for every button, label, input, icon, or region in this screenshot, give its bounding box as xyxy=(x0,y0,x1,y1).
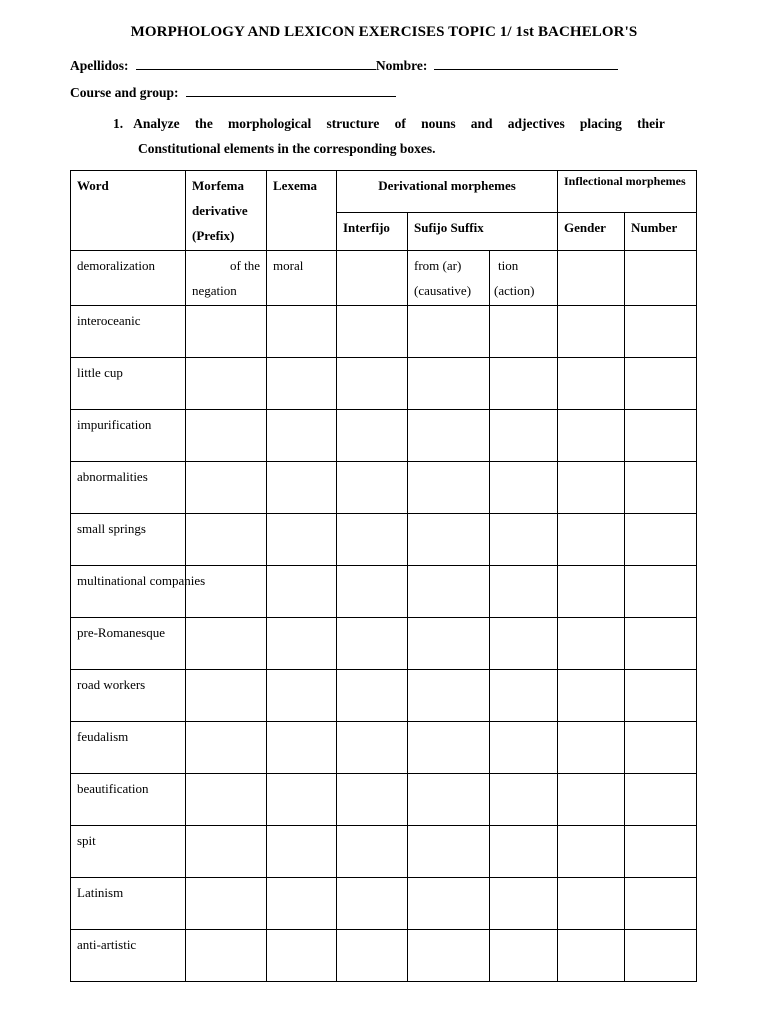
surname-label: Apellidos: xyxy=(70,58,129,73)
table-row xyxy=(71,462,697,514)
interfix-cell[interactable] xyxy=(337,826,408,878)
number-cell[interactable] xyxy=(625,722,697,774)
number-cell[interactable] xyxy=(625,566,697,618)
example-lexeme[interactable]: moral xyxy=(267,251,337,306)
table-row-example xyxy=(71,251,697,306)
suffix-1-cell[interactable] xyxy=(408,774,490,826)
lexeme-cell[interactable] xyxy=(267,618,337,670)
suffix-1-cell[interactable] xyxy=(408,878,490,930)
suffix-2-cell[interactable] xyxy=(490,930,558,982)
word-cell: spit xyxy=(71,826,186,878)
table-row xyxy=(71,930,697,982)
lexeme-cell[interactable] xyxy=(267,410,337,462)
lexeme-cell[interactable] xyxy=(267,670,337,722)
example-interfix[interactable] xyxy=(337,251,408,306)
number-cell[interactable] xyxy=(625,410,697,462)
gender-cell[interactable] xyxy=(558,462,625,514)
table-row xyxy=(71,774,697,826)
suffix-1-cell[interactable] xyxy=(408,566,490,618)
suffix-1-cell[interactable] xyxy=(408,462,490,514)
number-cell[interactable] xyxy=(625,306,697,358)
table-row xyxy=(71,618,697,670)
lexeme-cell[interactable] xyxy=(267,878,337,930)
surname-blank[interactable] xyxy=(136,58,376,70)
suffix-2-cell[interactable] xyxy=(490,566,558,618)
instruction-word: morphological xyxy=(228,116,312,131)
lexeme-cell[interactable] xyxy=(267,722,337,774)
prefix-cell[interactable] xyxy=(186,358,267,410)
lexeme-cell[interactable] xyxy=(267,306,337,358)
table-row xyxy=(71,670,697,722)
suffix-2-cell[interactable] xyxy=(490,618,558,670)
word-cell: impurification xyxy=(71,410,186,462)
table-row xyxy=(71,722,697,774)
morphology-table xyxy=(70,170,697,982)
instruction-word: of xyxy=(394,116,406,131)
interfix-cell[interactable] xyxy=(337,618,408,670)
suffix-1-cell[interactable] xyxy=(408,306,490,358)
header-interfix: Interfijo xyxy=(337,213,408,251)
header-prefix-l1: Morfema xyxy=(192,178,244,193)
prefix-cell[interactable] xyxy=(186,306,267,358)
number-cell[interactable] xyxy=(625,514,697,566)
suffix-2-cell[interactable] xyxy=(490,670,558,722)
word-cell: anti-artistic xyxy=(71,930,186,982)
header-gender: Gender xyxy=(558,213,625,251)
gender-cell[interactable] xyxy=(558,514,625,566)
gender-cell[interactable] xyxy=(558,306,625,358)
instruction-word: Analyze xyxy=(133,116,180,131)
interfix-cell[interactable] xyxy=(337,930,408,982)
lexeme-cell[interactable] xyxy=(267,514,337,566)
interfix-cell[interactable] xyxy=(337,722,408,774)
table-row xyxy=(71,514,697,566)
suffix-1-cell[interactable] xyxy=(408,410,490,462)
interfix-cell[interactable] xyxy=(337,462,408,514)
instruction xyxy=(113,111,665,161)
header-derivational: Derivational morphemes xyxy=(337,171,558,213)
gender-cell[interactable] xyxy=(558,826,625,878)
prefix-cell[interactable] xyxy=(186,462,267,514)
prefix-cell[interactable] xyxy=(186,514,267,566)
number-cell[interactable] xyxy=(625,670,697,722)
number-cell[interactable] xyxy=(625,878,697,930)
name-blank[interactable] xyxy=(434,58,618,70)
table-row xyxy=(71,566,697,618)
word-cell: interoceanic xyxy=(71,306,186,358)
lexeme-cell[interactable] xyxy=(267,774,337,826)
suffix-1-cell[interactable] xyxy=(408,358,490,410)
interfix-cell[interactable] xyxy=(337,566,408,618)
lexeme-cell[interactable] xyxy=(267,358,337,410)
suffix-1-cell[interactable] xyxy=(408,722,490,774)
lexeme-cell[interactable] xyxy=(267,462,337,514)
number-cell[interactable] xyxy=(625,930,697,982)
gender-cell[interactable] xyxy=(558,930,625,982)
instruction-word: nouns xyxy=(421,116,456,131)
lexeme-cell[interactable] xyxy=(267,826,337,878)
instruction-word: structure xyxy=(326,116,380,131)
header-number: Number xyxy=(625,213,697,251)
number-cell[interactable] xyxy=(625,618,697,670)
suffix-2-cell[interactable] xyxy=(490,878,558,930)
prefix-cell[interactable] xyxy=(186,826,267,878)
course-label: Course and group: xyxy=(70,85,179,100)
interfix-cell[interactable] xyxy=(337,514,408,566)
interfix-cell[interactable] xyxy=(337,774,408,826)
gender-cell[interactable] xyxy=(558,722,625,774)
header-lexeme: Lexema xyxy=(267,171,337,251)
gender-cell[interactable] xyxy=(558,566,625,618)
interfix-cell[interactable] xyxy=(337,358,408,410)
instruction-word: placing xyxy=(579,116,622,131)
number-cell[interactable] xyxy=(625,826,697,878)
page-title: MORPHOLOGY AND LEXICON EXERCISES TOPIC 1/ 1st BACHELOR'S xyxy=(130,24,638,40)
example-suffix-1-l1: from (ar) xyxy=(414,258,462,273)
suffix-2-cell[interactable] xyxy=(490,774,558,826)
instruction-word: their xyxy=(637,116,665,131)
table-row xyxy=(71,358,697,410)
suffix-2-cell[interactable] xyxy=(490,462,558,514)
prefix-cell[interactable] xyxy=(186,774,267,826)
surname-name-line xyxy=(70,58,618,74)
example-prefix-l1: of the xyxy=(230,258,260,273)
example-word: demoralization xyxy=(71,251,186,306)
example-prefix[interactable] xyxy=(186,251,267,306)
instruction-number: 1. xyxy=(113,116,124,131)
instruction-word: the xyxy=(194,116,213,131)
word-cell: feudalism xyxy=(71,722,186,774)
word-cell: multinational companies xyxy=(71,566,186,618)
suffix-2-cell[interactable] xyxy=(490,826,558,878)
instruction-text-1 xyxy=(133,111,665,136)
example-suffix-2-l1: tion xyxy=(498,258,519,273)
table-row xyxy=(71,826,697,878)
number-cell[interactable] xyxy=(625,462,697,514)
suffix-1-cell[interactable] xyxy=(408,514,490,566)
word-cell: road workers xyxy=(71,670,186,722)
suffix-1-cell[interactable] xyxy=(408,826,490,878)
word-cell: beautification xyxy=(71,774,186,826)
word-cell: pre-Romanesque xyxy=(71,618,186,670)
example-prefix-l2: negation xyxy=(192,283,237,298)
suffix-2-cell[interactable] xyxy=(490,514,558,566)
header-prefix-l3: (Prefix) xyxy=(192,228,235,243)
example-suffix-2-l2: (action) xyxy=(494,283,535,298)
example-suffix-1-l2: (causative) xyxy=(414,283,472,298)
prefix-cell[interactable] xyxy=(186,410,267,462)
prefix-cell[interactable] xyxy=(186,618,267,670)
table-row xyxy=(71,410,697,462)
interfix-cell[interactable] xyxy=(337,878,408,930)
instruction-word: and xyxy=(470,116,493,131)
header-prefix xyxy=(186,171,267,251)
example-suffix-2[interactable] xyxy=(490,251,558,306)
suffix-2-cell[interactable] xyxy=(490,358,558,410)
instruction-line-1 xyxy=(113,111,665,136)
interfix-cell[interactable] xyxy=(337,670,408,722)
suffix-1-cell[interactable] xyxy=(408,618,490,670)
header-inflectional: Inflectional morphemes xyxy=(558,171,697,213)
gender-cell[interactable] xyxy=(558,358,625,410)
example-suffix-1[interactable] xyxy=(408,251,490,306)
interfix-cell[interactable] xyxy=(337,410,408,462)
prefix-cell[interactable] xyxy=(186,930,267,982)
word-cell: abnormalities xyxy=(71,462,186,514)
name-label: Nombre: xyxy=(375,58,428,73)
interfix-cell[interactable] xyxy=(337,306,408,358)
prefix-cell[interactable] xyxy=(186,722,267,774)
word-cell: little cup xyxy=(71,358,186,410)
suffix-1-cell[interactable] xyxy=(408,670,490,722)
number-cell[interactable] xyxy=(625,358,697,410)
header-word: Word xyxy=(71,171,186,251)
lexeme-cell[interactable] xyxy=(267,930,337,982)
word-cell: Latinism xyxy=(71,878,186,930)
number-cell[interactable] xyxy=(625,774,697,826)
course-line xyxy=(70,85,396,101)
gender-cell[interactable] xyxy=(558,618,625,670)
gender-cell[interactable] xyxy=(558,410,625,462)
table-row xyxy=(71,878,697,930)
prefix-cell[interactable] xyxy=(186,878,267,930)
instruction-word: adjectives xyxy=(507,116,565,131)
table-row xyxy=(71,306,697,358)
suffix-2-cell[interactable] xyxy=(490,306,558,358)
suffix-2-cell[interactable] xyxy=(490,722,558,774)
example-number[interactable] xyxy=(625,251,697,306)
header-prefix-l2: derivative xyxy=(192,203,248,218)
suffix-1-cell[interactable] xyxy=(408,930,490,982)
gender-cell[interactable] xyxy=(558,670,625,722)
gender-cell[interactable] xyxy=(558,878,625,930)
example-gender[interactable] xyxy=(558,251,625,306)
lexeme-cell[interactable] xyxy=(267,566,337,618)
word-cell: small springs xyxy=(71,514,186,566)
suffix-2-cell[interactable] xyxy=(490,410,558,462)
course-blank[interactable] xyxy=(186,85,396,97)
header-suffix: Sufijo Suffix xyxy=(408,213,558,251)
gender-cell[interactable] xyxy=(558,774,625,826)
instruction-text-2: Constitutional elements in the corresponding boxes. xyxy=(138,141,436,156)
prefix-cell[interactable] xyxy=(186,670,267,722)
